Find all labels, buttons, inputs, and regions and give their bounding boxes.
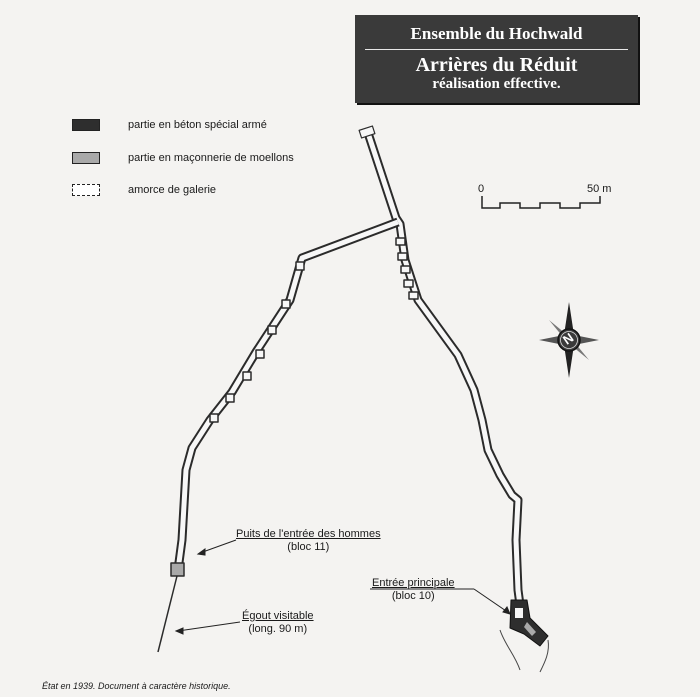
title-sub: réalisation effective. [432, 76, 561, 92]
legend-swatch-amorce [72, 184, 100, 196]
legend-label-maconnerie: partie en maçonnerie de moellons [128, 152, 294, 164]
title-main: Arrières du Réduit [415, 54, 578, 76]
compass-north-letter: N [559, 329, 577, 348]
label-entree-bloc: (bloc 10) [391, 590, 435, 602]
title-ensemble: Ensemble du Hochwald [410, 24, 583, 43]
title-divider [365, 49, 628, 50]
puits-bloc11 [171, 563, 184, 576]
legend-label-beton: partie en béton spécial armé [128, 119, 267, 131]
label-puits [236, 528, 381, 554]
scale-end-label: 50 m [587, 183, 612, 195]
west-gallery-outline [178, 222, 398, 570]
legend-swatch-maconnerie [72, 152, 100, 164]
egout-line [158, 576, 177, 652]
legend-label-amorce: amorce de galerie [128, 184, 217, 196]
label-puits-bloc: (bloc 11) [287, 541, 330, 553]
label-puits-title: Puits de l'entrée des hommes [236, 528, 381, 540]
legend-swatch-beton [72, 119, 100, 131]
label-egout [242, 610, 314, 636]
west-gallery-interior [178, 222, 398, 570]
label-entree [372, 577, 455, 603]
label-egout-length: (long. 90 m) [248, 623, 308, 635]
north-gallery-interior [368, 133, 520, 605]
leader-lines [176, 540, 510, 634]
scale-bar [482, 196, 600, 208]
footer-note: État en 1939. Document à caractère historique. [42, 681, 231, 691]
label-entree-title: Entrée principale [372, 577, 455, 589]
scale-start-label: 0 [478, 183, 485, 195]
title-cartouche [355, 15, 638, 103]
label-egout-title: Égout visitable [242, 610, 314, 622]
